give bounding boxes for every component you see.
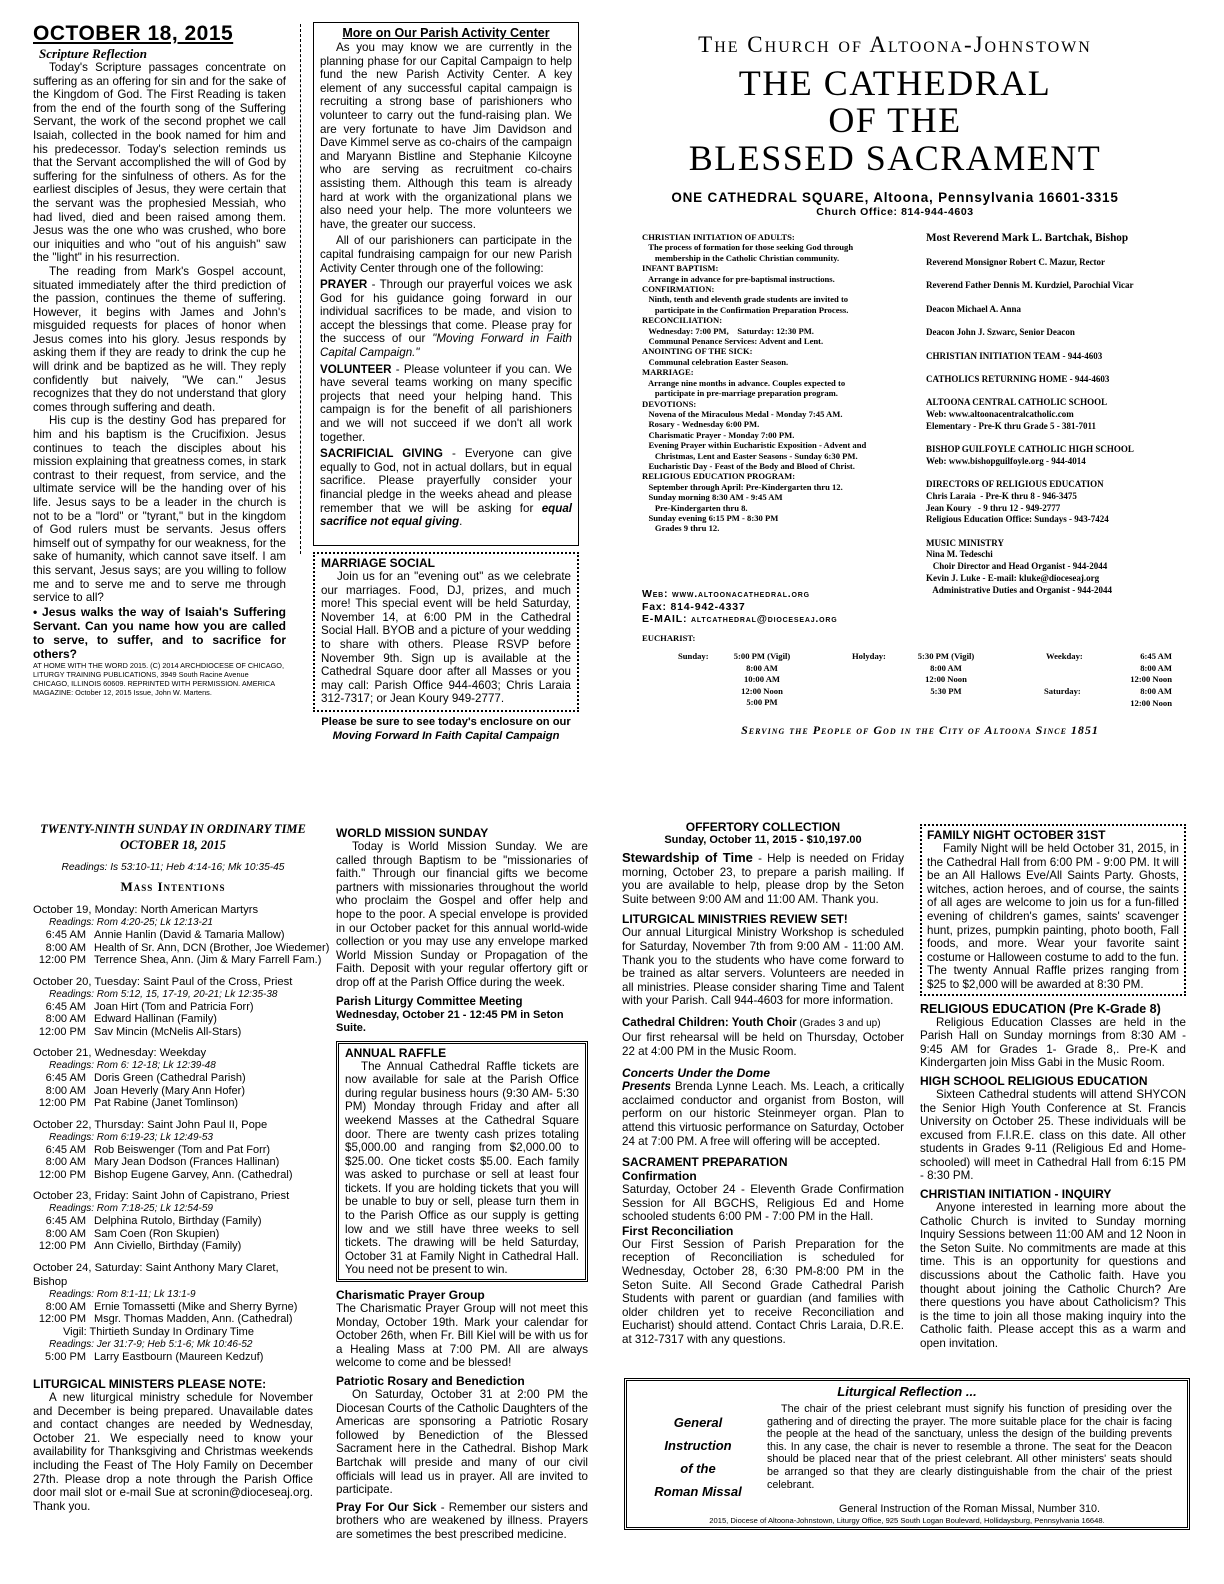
intention-name: Doris Green (Cathedral Parish): [94, 1072, 246, 1084]
mass-time: 8:00 AM: [746, 662, 778, 673]
intention-name: Pat Rabine (Janet Tomlinson): [94, 1097, 239, 1109]
directory-line: Deacon Michael A. Anna: [926, 303, 1022, 314]
intention-row: [33, 1228, 313, 1241]
family-night-title: FAMILY NIGHT OCTOBER 31ST: [927, 828, 1106, 842]
intention-readings: Readings: Rom 4:20-25; Lk 12:13-21: [49, 917, 213, 928]
intention-name: Terrence Shea, Ann. (Jim & Mary Farrell Fam.): [94, 954, 322, 966]
intention-time: 8:00 AM: [45, 1013, 86, 1025]
intention-time: 8:00 AM: [45, 1300, 86, 1313]
directory-line: Choir Director and Head Organist - 944-2044: [926, 561, 1108, 572]
directory-line: CHRISTIAN INITIATION TEAM - 944-4603: [926, 350, 1103, 361]
intention-day: October 24, Saturday: Saint Anthony Mary Claret, Bishop: [33, 1261, 279, 1288]
intention-day: October 20, Tuesday: Saint Paul of the Cross, Priest: [33, 975, 293, 988]
confirmation-text: Saturday, October 24 - Eleventh Grade Confirmation Session for All BGCHS, Religious Ed and Home schooled students 6:00 PM - 7:00 PM in the Hall.: [622, 1183, 904, 1224]
mass-time: 10:00 AM: [743, 674, 781, 684]
directory-line: [926, 386, 1196, 398]
intention-row: [33, 1001, 313, 1014]
intention-readings: Readings: Rom 8:1-11; Lk 13:1-9: [49, 1288, 196, 1300]
directory-line: Reverend Father Dennis M. Kurdziel, Parochial Vicar: [926, 280, 1134, 291]
intention-time: 12:00 PM: [38, 954, 86, 966]
directory-line: [926, 339, 1196, 351]
offertory-amount: Sunday, October 11, 2015 - $10,197.00: [664, 834, 862, 846]
mass-time: 12:00 Noon: [1130, 674, 1172, 684]
sacrament-line: September through April: Pre-Kindergarten thru 12.: [642, 481, 843, 492]
intention-name: Annie Hanlin (David & Tamaria Mallow): [94, 929, 285, 941]
directory-line: [926, 526, 1196, 538]
ministries-review-title: LITURGICAL MINISTRIES REVIEW SET!: [622, 912, 848, 927]
cathedral-line-2: OF THE: [828, 100, 962, 140]
eucharist-label: EUCHARIST:: [642, 633, 696, 643]
eucharist-schedule: [642, 633, 1192, 713]
liturgy-committee-text: Wednesday, October 21 - 12:45 PM in Seton Suite.: [336, 1008, 564, 1034]
mass-time: 5:00 PM (Vigil): [733, 651, 791, 661]
scripture-reflection-title: Scripture Reflection: [39, 46, 147, 61]
intention-name: Mary Jean Dodson (Frances Hallinan): [94, 1156, 280, 1168]
sacrament-line: Eucharistic Day - Feast of the Body and Blood of Christ.: [642, 460, 855, 471]
intention-time: 6:45 AM: [45, 1215, 86, 1227]
patriotic-rosary-title: Patriotic Rosary and Benediction: [336, 1374, 525, 1388]
mass-time: 12:00 Noon: [741, 685, 783, 696]
high-school-title: HIGH SCHOOL RELIGIOUS EDUCATION: [920, 1073, 1148, 1088]
sacrament-line: DEVOTIONS:: [642, 398, 697, 409]
activity-center-prayer: PRAYER - Through our prayerful voices we ask God for his guidance going forward in our individual sacrifices to be made, and vision to accept the blessings that come. Please pray for the success of our "Moving Forward in Faith Capital Campaign.": [320, 278, 572, 360]
directory-line: Deacon John J. Szwarc, Senior Deacon: [926, 327, 1075, 338]
scripture-credit: AT HOME WITH THE WORD 2015. (C) 2014 ARCHDIOCESE OF CHICAGO, LITURGY TRAINING PUBLICATIONS, 3949 South Racine Avenue CHICAGO, ILLINOIS 60609. REPRINTED WITH PERMISSION. AMERICA MAGAZINE: October 12, 2015 Issue, John W. Martens.: [33, 660, 284, 698]
first-reconciliation-title: First Reconciliation: [622, 1223, 734, 1238]
office-phone: Church Office: 814-944-4603: [816, 206, 974, 218]
gim-word: of the: [680, 1461, 716, 1476]
sunday-times: [722, 651, 802, 709]
intention-time: 12:00 PM: [38, 1240, 86, 1252]
clergy-directory: [926, 231, 1196, 596]
cathedral-line-1: THE CATHEDRAL: [738, 63, 1052, 103]
youth-choir-title: Cathedral Children: Youth Choir (Grades 3 and up): [622, 1016, 881, 1029]
directory-line: [926, 292, 1196, 304]
directory-line: Administrative Duties and Organist - 944-2044: [926, 584, 1113, 595]
intention-name: Sav Mincin (McNelis All-Stars): [94, 1025, 242, 1038]
holyday-label: Holyday:: [852, 651, 886, 661]
directory-line: [926, 269, 1196, 281]
sacrament-line: Pre-Kindergarten thru 8.: [642, 502, 748, 513]
sacrament-line: Sunday morning 8:30 AM - 9:45 AM: [642, 492, 783, 503]
christian-initiation-text: Anyone interested in learning more about the Catholic Church is invited to Sunday morning Inquiry Sessions between 11:00 AM and 12 Noon in the Seton Suite. No commitments are made at this time. This is an opportunity for questions and discussions about the Catholic faith. Have you thought about joining the Catholic Church? Are there questions you have about Catholicism? This is the time to join all those making inquiry into the Catholic faith. Please accept this as a warm and open invitation.: [920, 1201, 1186, 1350]
masthead: [600, 30, 1190, 219]
sacrament-line: MARRIAGE:: [642, 367, 694, 378]
serving-tagline: Serving the People of God in the City of Altoona Since 1851: [741, 723, 1099, 737]
intention-name: Ann Civiello, Birthday (Family): [94, 1240, 242, 1252]
sacraments-list: [642, 232, 932, 534]
cathedral-line-3: BLESSED SACRAMENT: [688, 138, 1102, 178]
confirmation-title: Confirmation: [622, 1169, 697, 1184]
directory-line: Elementary - Pre-K thru Grade 5 - 381-7011: [926, 420, 1097, 431]
intention-time: 6:45 AM: [45, 1000, 86, 1013]
concerts-title: Concerts Under the Dome: [622, 1066, 771, 1081]
sacrament-line: participate in pre-marriage preparation program.: [642, 388, 838, 399]
directory-line: [926, 315, 1196, 327]
intention-row: [33, 1144, 313, 1157]
directory-line: Chris Laraia - Pre-K thru 8 - 946-3475: [926, 490, 1077, 501]
sacrament-line: Arrange in advance for pre-baptismal instructions.: [642, 273, 835, 284]
saturday-times: [1112, 686, 1172, 709]
intention-readings: Readings: Rom 5:12, 15, 17-19, 20-21; Lk 12:35-38: [49, 988, 278, 1000]
world-mission-title: WORLD MISSION SUNDAY: [336, 826, 489, 840]
intention-day: October 19, Monday: North American Martyrs: [33, 904, 259, 916]
intention-name: Rob Beiswenger (Tom and Pat Forr): [94, 1143, 271, 1156]
intention-readings: Readings: Rom 6: 12-18; Lk 12:39-48: [49, 1060, 216, 1071]
intention-time: 6:45 AM: [45, 929, 86, 941]
intention-row: [33, 941, 330, 955]
directory-line: Jean Koury - 9 thru 12 - 949-2777: [926, 502, 1061, 513]
intention-name: Sam Coen (Ron Skupien): [94, 1227, 220, 1240]
liturgical-ministers-text: A new liturgical ministry schedule for November and December is being prepared. Unavailable dates and contact changes are needed by Wednesday, October 21. We especially need to know your availability for Thanksgiving and Christmas weekends including the Feast of The Holy Family on December 27th. Please drop a note through the Parish Office door mail slot or e-mail Sue at scronin@dioceseaj.org. Thank you.: [33, 1391, 313, 1513]
ministries-review-text: Our annual Liturgical Ministry Workshop is scheduled for Saturday, November 7th from 9:00 AM - 11:00 AM. Thank you to the students who have come forward to be trained as altar servers. Volunteers are needed in all ministries. Please consider sharing Time and Talent with your Parish. Call 944-4603 for more information.: [622, 926, 904, 1008]
intention-name: Health of Sr. Ann, DCN (Brother, Joe Wiedemer): [94, 941, 330, 954]
vigil-row: 5:00 PM Larry Eastbourn (Maureen Kedzuf): [45, 1350, 264, 1363]
sacrament-line: RECONCILIATION:: [642, 315, 723, 326]
intention-time: 12:00 PM: [38, 1025, 86, 1038]
church-name: The Church of Altoona-Johnstown: [698, 32, 1092, 57]
activity-center-p2: All of our parishioners can participate in the capital fundraising campaign for our new Parish Activity Center through one of the following:: [320, 234, 572, 275]
sacrament-line: Christmas, Lent and Easter Seasons - Sunday 6:30 PM.: [642, 450, 858, 461]
weekday-label: Weekday:: [1046, 651, 1083, 661]
directory-line: Reverend Monsignor Robert C. Mazur, Rector: [926, 257, 1106, 267]
holyday-times: [898, 651, 994, 697]
intention-row: [33, 954, 322, 967]
annual-raffle-title: ANNUAL RAFFLE: [345, 1045, 447, 1060]
mass-intentions-list: [33, 903, 330, 1326]
stewardship-text: Stewardship of Time - Help is needed on Friday morning, October 23, to prepare a parish mailing. If you are available to help, please drop by the Seton Suite between 9:00 AM and 11:00 AM. Thank you.: [622, 850, 904, 906]
family-night-text: Family Night will be held October 31, 2015, in the Cathedral Hall from 6:00 PM - 9:00 PM. It will be an All Hallows Eve/All Saints Party. Ghosts, witches, action heroes, and of course, the saints of all ages are welcome to join us for a fun-filled evening of children's games, saints' scavenger hunt, prizes, pumpkin painting, photo booth, Fall foods, and more. Wear your favorite saint costume or Halloween costume to add to the fun. The twenty Annual Raffle prizes ranging from $25 to $2,000 will be awarded at 8:30 PM.: [927, 842, 1179, 991]
first-reconciliation-text: Our First Session of Parish Preparation for the reception of Reconciliation is scheduled for Wednesday, October 28, 6:30 PM-8:00 PM in the Seton Suite. All Second Grade Cathedral Parish Students with parent or guardian (and families with older children yet to receive Reconciliation and Eucharist) should attend. Contact Chris Laraia, D.R.E. at 312-7317 with any questions.: [622, 1237, 904, 1347]
high-school-text: Sixteen Cathedral students will attend SHYCON the Senior High Youth Conference at St. Francis University on October 25. These individuals will be excused from F.I.R.E. class on this date. All other students in Grades 9-11 (Religious Ed and Home-schooled) will meet in Cathedral Hall from 6:15 PM - 8:30 PM.: [920, 1087, 1186, 1183]
directory-line: MUSIC MINISTRY: [926, 537, 1004, 548]
intention-row: [33, 1013, 313, 1026]
mass-time: 12:00 Noon: [1130, 697, 1172, 708]
intention-time: 12:00 PM: [38, 1097, 86, 1109]
address-line: ONE CATHEDRAL SQUARE, Altoona, Pennsylvania 16601-3315: [671, 190, 1119, 205]
family-night-column: [920, 824, 1186, 1351]
intention-row: [33, 1097, 313, 1110]
web-link[interactable]: Web: www.altoonacathedral.org: [642, 588, 810, 600]
intention-name: Edward Hallinan (Family): [94, 1013, 217, 1025]
intention-row: [33, 1026, 313, 1039]
fax-number: Fax: 814-942-4337: [642, 600, 746, 613]
mass-time: 6:45 AM: [1140, 651, 1172, 661]
intention-name: Delphina Rutolo, Birthday (Family): [94, 1215, 262, 1227]
intention-readings: Readings: Rom 7:18-25; Lk 12:54-59: [49, 1203, 213, 1214]
directory-line: CATHOLICS RETURNING HOME - 944-4603: [926, 373, 1110, 384]
mass-time: 5:30 PM: [930, 685, 962, 696]
pray-for-sick: Pray For Our Sick - Remember our sisters and brothers who are weakened by illness. Prayers are sometimes the best prescribed medicine.: [336, 1500, 588, 1541]
intention-row: [33, 1301, 313, 1314]
intention-time: 8:00 AM: [45, 1084, 86, 1097]
gim-word: Roman Missal: [654, 1484, 742, 1499]
sacrament-prep-title: SACRAMENT PREPARATION: [622, 1155, 788, 1170]
world-mission-text: Today is World Mission Sunday. We are called through Baptism to be "missionaries of faith." Through our financial gifts we become partners with missionaries throughout the world who proclaim the Gospel and offer help and hope to the poor. A special envelope is provided in our October packet for this annual world-wide collection or you may use any envelope marked World Mission Sunday or Propagation of the Faith. Deposit with your regular offertory gift or drop off at the Parish Office during the week.: [336, 840, 588, 989]
sunday-date: OCTOBER 18, 2015: [120, 838, 226, 852]
directory-line: Kevin J. Luke - E-mail: kluke@dioceseaj.org: [926, 572, 1100, 583]
annual-raffle-box: [336, 1041, 588, 1283]
weekday-times: [1112, 651, 1172, 686]
mass-time: 12:00 Noon: [925, 674, 967, 684]
intention-time: 8:00 AM: [45, 941, 86, 954]
contact-block: [642, 588, 932, 626]
directory-line: [926, 468, 1196, 480]
intention-name: Bishop Eugene Garvey, Ann. (Cathedral): [94, 1168, 293, 1181]
email-link[interactable]: E-MAIL: altcathedral@dioceseaj.org: [642, 613, 838, 625]
activity-center-title: More on Our Parish Activity Center: [342, 26, 550, 40]
reflection-source: General Instruction of the Roman Missal, Number 310.: [838, 1503, 1101, 1515]
sacrament-line: Ninth, tenth and eleventh grade students are invited to: [642, 294, 849, 305]
intention-time: 8:00 AM: [45, 1156, 86, 1168]
scripture-paragraph-3: His cup is the destiny God has prepared for him and his baptism is the Crucifixion. Jesus continues to teach the disciples about his mission explaining that greatness comes, in stark contrast to their request, from service, and the ultimate service will be the handing over of his life. Jesus says to be a leader in the church is not to be a "lord" or "tyrant," but in the kingdom of God rulers must be servants. Jesus offers himself out of sympathy for our weakness, for the sake of humanity, which cannot save itself. I am this servant, Jesus says; are you willing to follow me and to serve me and to serve me through service to all?: [33, 414, 286, 605]
intention-row: [33, 1156, 313, 1169]
saturday-label: Saturday:: [1044, 686, 1081, 696]
sacrament-line: ANOINTING OF THE SICK:: [642, 346, 753, 357]
intention-row: [33, 1215, 313, 1228]
sacrament-line: Novena of the Miraculous Medal - Monday 7:45 AM.: [642, 408, 843, 419]
sunday-title: TWENTY-NINTH SUNDAY IN ORDINARY TIME: [40, 822, 306, 836]
intention-time: 6:45 AM: [45, 1143, 86, 1156]
intention-day: October 23, Friday: Saint John of Capistrano, Priest: [33, 1190, 290, 1202]
intention-row: [33, 1072, 313, 1085]
diocese-copyright: 2015, Diocese of Altoona-Johnstown, Liturgy Office, 925 South Logan Boulevard, Hollidaysburg, Pennsylvania 16648.: [709, 1516, 1105, 1525]
sacrament-line: participate in the Confirmation Preparation Process.: [642, 304, 849, 315]
directory-line: [926, 432, 1196, 444]
mass-intentions-title: Mass Intentions: [120, 879, 226, 894]
sacrament-line: CONFIRMATION:: [642, 284, 715, 295]
vigil-line: Vigil: Thirtieth Sunday In Ordinary Time: [63, 1325, 254, 1338]
marriage-social-text: Join us for an "evening out" as we celebrate our marriages. Food, DJ, prizes, and much more! This special event will be held Saturday, November 14, at 6:00 PM in the Cathedral Social Hall. BYOB and a picture of your wedding to share with others. Please RSVP before November 9th. Sign up is available at the Cathedral Square door after all Masses or you may call: Parish Office 944-4603; Chris Laraia 312-7317; or Jean Koury 949-2777.: [321, 570, 571, 706]
scripture-question: • Jesus walks the way of Isaiah's Suffering Servant. Can you name how you are called to serve, to suffer, and to sacrifice for others?: [33, 604, 286, 661]
liturgy-committee-title: Parish Liturgy Committee Meeting: [336, 995, 523, 1008]
family-night-box: [920, 824, 1186, 996]
intention-name: Joan Hirt (Tom and Patricia Forr): [94, 1000, 254, 1013]
intention-readings: Readings: Rom 6:19-23; Lk 12:49-53: [49, 1131, 213, 1143]
marriage-social-box: [313, 552, 579, 712]
sacrament-line: Wednesday: 7:00 PM, Saturday: 12:30 PM.: [642, 325, 814, 336]
enclosure-note: Please be sure to see today's enclosure on our Moving Forward In Faith Capital Campaign: [321, 716, 571, 742]
activity-center-p1: As you may know we are currently in the planning phase for our Capital Campaign to help fund the new Parish Activity Center. A key element of any successful capital campaign is recruiting a strong base of parishioners who volunteer to carry out the fund-raising plan. We are very fortunate to have Jim Davidson and Dave Kimmel serve as co-chairs of the campaign and Maryann Bistline and Stephanie Kilcoyne who are serving as recruitment co-chairs assisting them. Although this team is already hard at work with the organizational plans we also need your help. The more volunteers we have, the greater our success.: [320, 41, 572, 231]
christian-initiation-title: CHRISTIAN INITIATION - INQUIRY: [920, 1187, 1112, 1202]
scripture-paragraph-2: The reading from Mark's Gospel account, situated immediately after the third prediction of the passion, continues the theme of suffering. However, it begins with James and John's misguided requests for places of honor when Jesus comes into his glory. Jesus responds by asking them if they are ready to drink the cup he will drink and be baptized as he will. They reply confidently but naively, "We can." Jesus recognizes that they do not understand that glory comes through suffering and death.: [33, 264, 286, 414]
activity-center-volunteer: VOLUNTEER - Please volunteer if you can. We have several teams working on many specific projects that need your helping hand. This campaign is for the benefit of all parishioners and we will not succeed if we don't all work together.: [320, 362, 572, 444]
sacrament-line: The process of formation for those seeking God through: [642, 242, 854, 253]
intention-name: Msgr. Thomas Madden, Ann. (Cathedral): [94, 1313, 293, 1325]
directory-line: [926, 362, 1196, 374]
mass-time: 8:00 AM: [1140, 686, 1172, 696]
directory-line: Nina M. Tedeschi: [926, 549, 993, 560]
intention-name: Joan Heverly (Mary Ann Hofer): [94, 1084, 245, 1097]
offertory-title: OFFERTORY COLLECTION: [685, 820, 841, 834]
sacrament-line: CHRISTIAN INITIATION OF ADULTS:: [642, 232, 795, 242]
intention-row: [33, 1313, 313, 1326]
activity-center-box: [313, 22, 579, 546]
intention-row: [33, 929, 313, 942]
intention-name: Ernie Tomassetti (Mike and Sherry Byrne): [94, 1300, 298, 1313]
youth-choir-text: Our first rehearsal will be held on Thursday, October 22 at 4:00 PM in the Music Room.: [622, 1030, 904, 1058]
mass-time: 8:00 AM: [1140, 662, 1172, 673]
intention-day: October 21, Wednesday: Weekday: [33, 1047, 207, 1059]
liturgical-reflection-box: [624, 1378, 1190, 1530]
sacrament-line: Communal celebration Easter Season.: [642, 356, 789, 367]
sacrament-line: membership in the Catholic Christian community.: [642, 252, 840, 263]
reflection-text: The chair of the priest celebrant must signify his function of presiding over the gathering and of directing the prayer. The more suitable place for the chair is facing the people at the head of the sanctuary, unless the design of the building prevents this. In any case, the chair is never to resemble a throne. The seat for the Deacon should be placed near that of the priest celebrant. All other ministers' seats should be arranged so that they are clearly distinguishable from the chair of the priest celebrant.: [767, 1403, 1172, 1491]
sacrament-line: INFANT BAPTISM:: [642, 263, 719, 274]
scripture-column: [33, 22, 286, 698]
liturgical-ministers-title: LITURGICAL MINISTERS PLEASE NOTE:: [33, 1377, 267, 1391]
patriotic-rosary-text: On Saturday, October 31 at 2:00 PM the Diocesan Courts of the Catholic Daughters of the Americas are sponsoring a Patriotic Rosary followed by Benediction of the Blessed Sacrament here in the Cathedral. Bishop Mark Bartchak will preside and many of our civil officials will lead us in prayer. All are invited to participate.: [336, 1388, 588, 1497]
intention-day: October 22, Thursday: Saint John Paul II, Pope: [33, 1118, 268, 1131]
sacrament-line: Sunday evening 6:15 PM - 8:30 PM: [642, 512, 779, 523]
directory-line: Religious Education Office: Sundays - 943-7424: [926, 514, 1109, 525]
intention-row: [33, 1169, 313, 1182]
annual-raffle-text: The Annual Cathedral Raffle tickets are now available for sale at the Parish Office during regular business hours (9:30 AM- 5:30 PM) Monday through Friday and after all weekend Masses at the Cathedral Square door. There are twenty cash prizes totaling $5,000.00 and ranging from $2,000.00 to $25.00. One ticket costs $5.00. Each family was asked to purchase or sell at least four tickets. If you are holding tickets that you will be unable to buy or sell, please turn them in to the Parish Office as our supply is getting low and we still have three weeks to sell tickets. The drawing will be held Saturday, October 31 at Family Night in Cathedral Hall. You need not be present to win.: [345, 1059, 579, 1277]
intention-time: 8:00 AM: [45, 1227, 86, 1240]
scripture-paragraph-1: Today's Scripture passages concentrate on suffering as an offering for sin and for the sake of the Kingdom of God. The First Reading is taken from the end of the fourth song of the Suffering Servant, the work of the second prophet we call Isaiah, collected in the book named for him and his predecessor. Today's selection reminds us that the Servant accomplished the will of God by suffering for the sinfulness of others. As for the earliest disciples of Jesus, they were certain that the servant was the prophesied Messiah, who had lived, died and been raised among them. Jesus was the one who was crushed, who bore our iniquities and who "out of his anguish" saw the "light" in his resurrection.: [33, 61, 286, 265]
directory-line: ALTOONA CENTRAL CATHOLIC SCHOOL: [926, 397, 1108, 408]
issue-date: OCTOBER 18, 2015: [33, 22, 234, 45]
sacrament-line: Communal Penance Services: Advent and Lent.: [642, 336, 824, 347]
intention-row: [33, 1240, 313, 1253]
mass-time: 8:00 AM: [930, 662, 962, 673]
reflection-title: Liturgical Reflection ...: [837, 1384, 977, 1399]
sacrament-line: Arrange nine months in advance. Couples expected to: [642, 377, 846, 388]
sunday-readings: Readings: Is 53:10-11; Heb 4:14-16; Mk 10:35-45: [61, 862, 285, 873]
gim-label: [633, 1411, 763, 1503]
directory-line: Web: www.altoonacentralcatholic.com: [926, 409, 1074, 420]
sacrament-line: Grades 9 thru 12.: [642, 523, 720, 534]
activity-center-sacrificial: SACRIFICIAL GIVING - Everyone can give equally to God, not in actual dollars, but in equal sacrifice. Please prayerfully consider your financial pledge in the weeks ahead and please remember that we will be asking for equal sacrifice not equal giving.: [320, 447, 572, 529]
religious-ed-title: RELIGIOUS EDUCATION (Pre K-Grade 8): [920, 1001, 1161, 1016]
gim-word: Instruction: [664, 1438, 732, 1453]
offertory-column: [622, 820, 904, 1347]
charismatic-prayer-text: The Charismatic Prayer Group will not meet this Monday, October 19th. Mark your calendar for October 26th, when Fr. Bill Kiel will be with us for a Healing Mass at 7:00 PM. All are always welcome to come and be blessed!: [336, 1302, 588, 1370]
sacrament-line: Charismatic Prayer - Monday 7:00 PM.: [642, 429, 795, 440]
sunday-label: Sunday:: [678, 651, 709, 661]
sacrament-line: Evening Prayer within Eucharistic Exposition - Advent and: [642, 440, 867, 451]
vigil-readings: Readings: Jer 31:7-9; Heb 5:1-6; Mk 10:46-52: [49, 1338, 253, 1350]
sacrament-line: RELIGIOUS EDUCATION PROGRAM:: [642, 471, 796, 482]
mass-intentions-column: [33, 822, 330, 1513]
column-divider: [300, 24, 301, 554]
bishop-name: Most Reverend Mark L. Bartchak, Bishop: [926, 232, 1129, 244]
mass-time: 5:00 PM: [746, 697, 778, 707]
intention-row: [33, 1085, 313, 1098]
marriage-social-title: MARRIAGE SOCIAL: [321, 556, 435, 570]
gim-word: General: [673, 1415, 723, 1430]
intention-time: 12:00 PM: [38, 1313, 86, 1325]
charismatic-prayer-title: Charismatic Prayer Group: [336, 1288, 485, 1303]
directory-line: BISHOP GUILFOYLE CATHOLIC HIGH SCHOOL: [926, 444, 1134, 455]
concerts-text: Presents Brenda Lynne Leach. Ms. Leach, a critically acclaimed conductor and organist from Boston, will perform on our historic Steinmeyer organ. Plan to attend this virtuosic performance on Saturday, October 24 at 7:00 PM. A free will offering will be accepted.: [622, 1080, 904, 1148]
intention-time: 12:00 PM: [38, 1168, 86, 1181]
directory-line: DIRECTORS OF RELIGIOUS EDUCATION: [926, 479, 1104, 490]
sacrament-line: Rosary - Wednesday 6:00 PM.: [642, 419, 760, 430]
religious-ed-text: Religious Education Classes are held in the Parish Hall on Sunday mornings from 8:30 AM - 9:45 AM for Grades 1- Grade 8,. Pre-K and Kindergarten join Miss Gabi in the Music Room.: [920, 1015, 1186, 1070]
mission-column: [336, 826, 588, 1542]
mass-time: 5:30 PM (Vigil): [917, 651, 975, 661]
directory-line: Web: www.bishopguilfoyle.org - 944-4014: [926, 455, 1086, 466]
intention-time: 6:45 AM: [45, 1072, 86, 1084]
